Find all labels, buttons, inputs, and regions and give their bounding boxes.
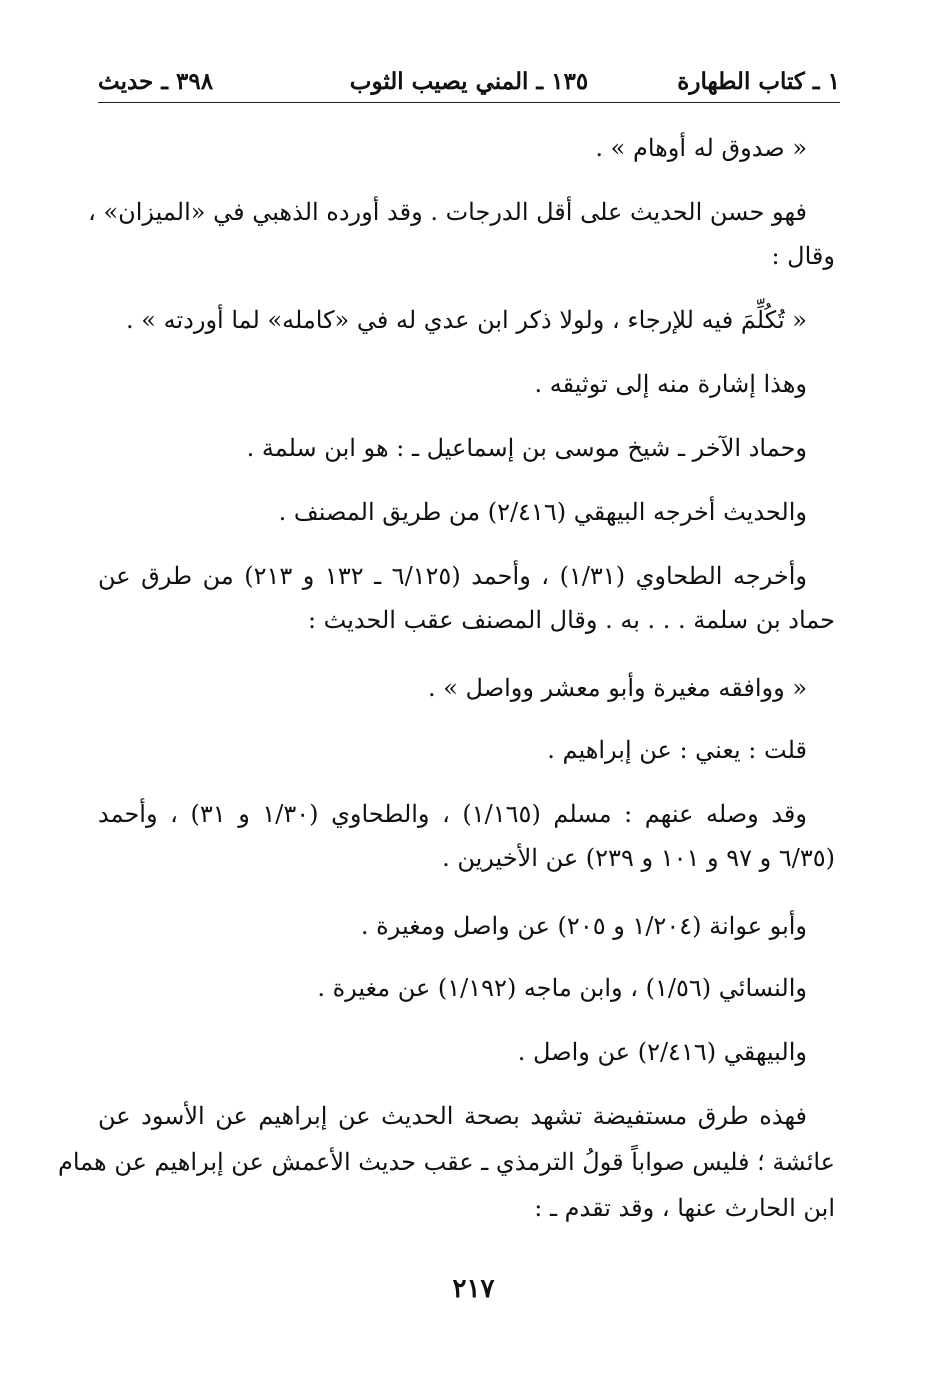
text-line: « صدوق له أوهام » . — [595, 134, 807, 162]
text-line: وحماد الآخر ـ شيخ موسى بن إسماعيل ـ : هو ابن سلمة . — [246, 434, 807, 462]
text-line: والبيهقي (٢/٤١٦) عن واصل . — [517, 1038, 807, 1066]
text-line: (٦/٣٥ و ٩٧ و ١٠١ و ٢٣٩) عن الأخيرين . — [442, 844, 835, 872]
running-header — [98, 62, 840, 103]
text-line: فهو حسن الحديث على أقل الدرجات . وقد أورده الذهبي في «الميزان» ، — [88, 198, 807, 226]
quote-line: « تُكُلِّمَ فيه للإرجاء ، ولولا ذكر ابن عدي له في «كامله» لما أوردته » . — [126, 306, 807, 334]
text-line: ابن الحارث عنها ، وقد تقدم ـ : — [534, 1194, 835, 1222]
text-line: وأخرجه الطحاوي (١/٣١) ، وأحمد (٦/١٢٥ ـ ١٣٢ و ٢١٣) من طرق عن — [98, 562, 807, 590]
text-line: عائشة ؛ فليس صواباً قولُ الترمذي ـ عقب حديث الأعمش عن إبراهيم عن همام — [58, 1148, 835, 1176]
text-line: وقد وصله عنهم : مسلم (١/١٦٥) ، والطحاوي (١/٣٠ و ٣١) ، وأحمد — [98, 800, 807, 828]
text-line: قلت : يعني : عن إبراهيم . — [547, 736, 807, 764]
text-line: والنسائي (١/٥٦) ، وابن ماجه (١/١٩٢) عن مغيرة . — [317, 974, 807, 1002]
text-line: وقال : — [771, 242, 835, 270]
header-hadith-number: ٣٩٨ ـ حديث — [98, 68, 214, 95]
text-line: وهذا إشارة منه إلى توثيقه . — [534, 370, 807, 398]
text-line: فهذه طرق مستفيضة تشهد بصحة الحديث عن إبراهيم عن الأسود عن — [98, 1102, 807, 1130]
header-book-title: ١ ـ كتاب الطهارة — [677, 68, 840, 95]
text-line: والحديث أخرجه البيهقي (٢/٤١٦) من طريق المصنف . — [278, 498, 807, 526]
text-line: وأبو عوانة (١/٢٠٤ و ٢٠٥) عن واصل ومغيرة . — [360, 912, 807, 940]
quote-line: « ووافقه مغيرة وأبو معشر وواصل » . — [427, 674, 807, 702]
text-line: حماد بن سلمة . . . به . وقال المصنف عقب الحديث : — [307, 606, 835, 634]
header-chapter-title: ١٣٥ ـ المني يصيب الثوب — [349, 68, 589, 95]
page-number: ٢١٧ — [452, 1274, 495, 1304]
